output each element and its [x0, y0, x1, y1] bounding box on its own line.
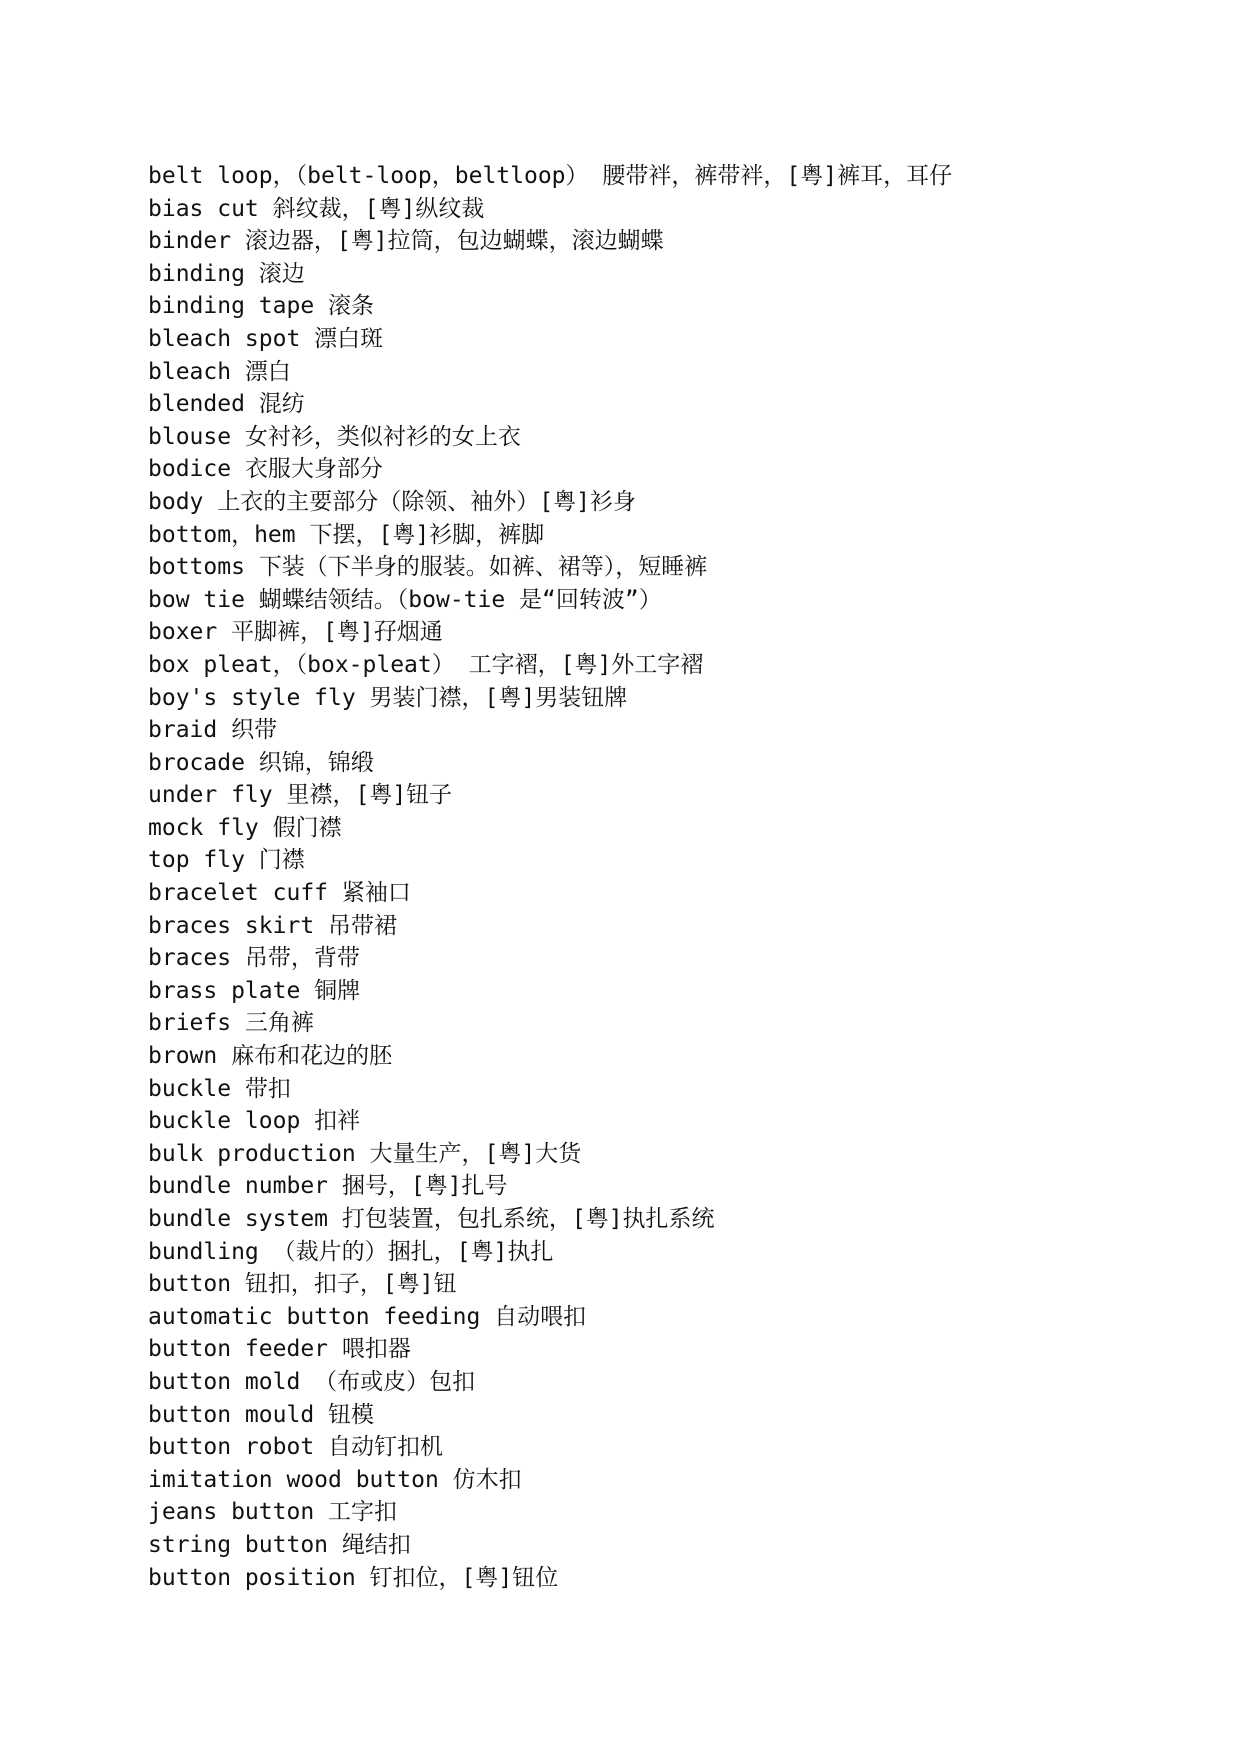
glossary-entry: button feeder 喂扣器: [148, 1336, 411, 1363]
glossary-entry: bias cut 斜纹裁，[粤]纵纹裁: [148, 195, 485, 222]
glossary-entry: jeans button 工字扣: [148, 1499, 398, 1526]
glossary-entry: bundle system 打包装置，包扎系统，[粤]执扎系统: [148, 1206, 715, 1232]
glossary-entry: brown 麻布和花边的胚: [148, 1043, 393, 1070]
glossary-entry: buckle loop 扣袢: [148, 1108, 361, 1135]
glossary-entry: blouse 女衬衫，类似衬衫的女上衣: [148, 423, 521, 450]
glossary-entry: boxer 平脚裤，[粤]孖烟通: [148, 619, 443, 646]
glossary-entry: buckle 带扣: [148, 1075, 291, 1102]
glossary-entry: brass plate 铜牌: [148, 977, 361, 1004]
glossary-entry: button position 钉扣位，[粤]钮位: [148, 1564, 559, 1591]
glossary-entry: bleach spot 漂白斑: [148, 325, 384, 352]
glossary-entry: bodice 衣服大身部分: [148, 456, 383, 483]
glossary-entry: button 钮扣，扣子，[粤]钮: [148, 1271, 457, 1298]
glossary-entry: bulk production 大量生产，[粤]大货: [148, 1140, 582, 1167]
glossary-entry: braid 织带: [148, 717, 278, 744]
glossary-entry: button mold （布或皮）包扣: [148, 1368, 476, 1395]
glossary-entry: mock fly 假门襟: [148, 814, 342, 841]
glossary-entry: bracelet cuff 紧袖口: [148, 880, 411, 907]
glossary-entry: bow tie 蝴蝶结领结。（bow-tie 是“回转波”）: [148, 586, 662, 613]
glossary-entry: bottom，hem 下摆，[粤]衫脚，裤脚: [148, 521, 545, 548]
glossary-entry: bleach 漂白: [148, 358, 291, 385]
glossary-entry: boy's style fly 男装门襟，[粤]男装钮牌: [148, 684, 628, 711]
glossary-entry: braces skirt 吊带裙: [148, 912, 398, 939]
glossary-entry: briefs 三角裤: [148, 1010, 314, 1037]
glossary-entry: bundle number 捆号，[粤]扎号: [148, 1173, 508, 1200]
glossary-entry: binding tape 滚条: [148, 293, 375, 320]
glossary-entry: button mould 钮模: [148, 1401, 375, 1428]
glossary-entry: under fly 里襟，[粤]钮子: [148, 782, 453, 809]
glossary-entry: brocade 织锦，锦缎: [148, 749, 374, 776]
glossary-entry: top fly 门襟: [148, 847, 305, 874]
glossary-entry: automatic button feeding 自动喂扣: [148, 1303, 587, 1330]
glossary-entry: bundling （裁片的）捆扎，[粤]执扎: [148, 1238, 554, 1265]
glossary-entry: imitation wood button 仿木扣: [148, 1466, 522, 1493]
glossary-entry: button robot 自动钉扣机: [148, 1434, 444, 1461]
glossary-entry: box pleat，（box-pleat） 工字褶，[粤]外工字褶: [148, 651, 704, 678]
glossary-entry: bottoms 下装（下半身的服装。如裤、裙等），短睡裤: [148, 554, 708, 581]
glossary-entry: string button 绳结扣: [148, 1531, 411, 1558]
glossary-entry: blended 混纺: [148, 391, 305, 418]
glossary-entry: braces 吊带，背带: [148, 945, 360, 972]
glossary-entry: body 上衣的主要部分（除领、袖外）[粤]衫身: [148, 488, 636, 515]
glossary-entry: belt loop，（belt-loop，beltloop） 腰带袢，裤带袢，[粤]裤耳，耳仔: [148, 163, 953, 189]
glossary-entry: binding 滚边: [148, 260, 305, 287]
glossary-entry: binder 滚边器，[粤]拉筒，包边蝴蝶，滚边蝴蝶: [148, 228, 664, 255]
glossary-list: [148, 160, 1148, 1594]
